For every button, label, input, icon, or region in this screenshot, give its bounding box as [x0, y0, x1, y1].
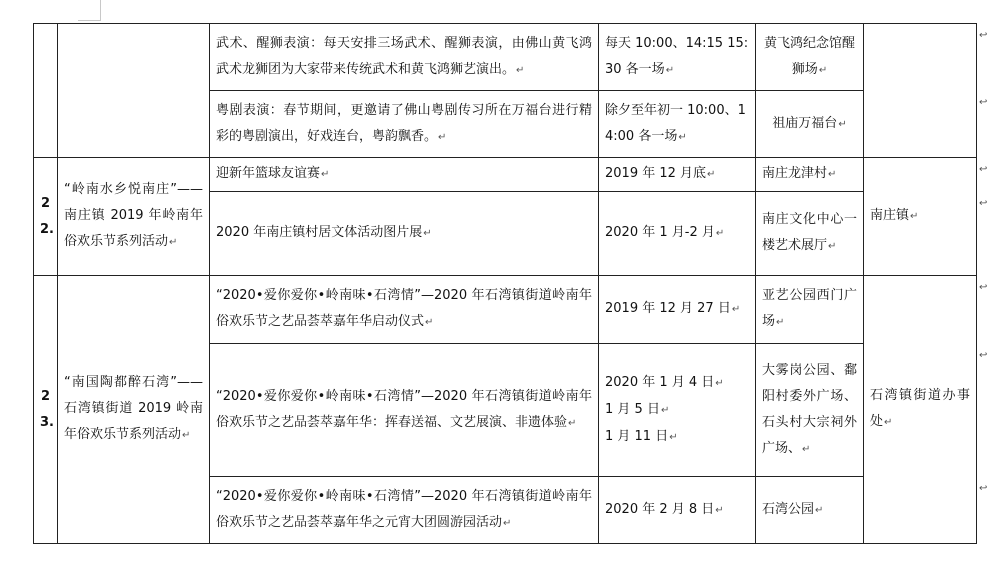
- time-cell: 2019 年 12 月 27 日↵: [599, 276, 756, 344]
- time-cell: 2020 年 2 月 8 日↵: [599, 477, 756, 544]
- organizer-cell-empty: [864, 24, 977, 158]
- table-row: [34, 158, 977, 192]
- time-cell: 2020 年 1 月 4 日↵ 1 月 5 日↵ 1 月 11 日↵: [599, 344, 756, 477]
- table-row: [34, 24, 977, 91]
- row-end-mark: ↩: [979, 483, 988, 494]
- time-cell: 除夕至年初一 10:00、14:00 各一场↵: [599, 91, 756, 158]
- row-end-mark: ↩: [979, 97, 988, 108]
- content-cell: 粤剧表演：春节期间，更邀请了佛山粤剧传习所在万福台进行精彩的粤剧演出，好戏连台，粤韵飘香。↵: [210, 91, 599, 158]
- venue-cell: 祖庙万福台↵: [756, 91, 864, 158]
- venue-cell: 亚艺公园西门广场↵: [756, 276, 864, 344]
- venue-cell: 南庄文化中心一楼艺术展厅↵: [756, 192, 864, 276]
- content-cell: 2020 年南庄镇村居文体活动图片展↵: [210, 192, 599, 276]
- name-cell-empty: [58, 24, 210, 158]
- row-number: 22.: [34, 158, 58, 276]
- content-cell: “2020•爱你爱你•岭南味•石湾情”—2020 年石湾镇街道岭南年俗欢乐节之艺品荟萃嘉年华之元宵大团圆游园活动↵: [210, 477, 599, 544]
- activity-name-cell: “岭南水乡悦南庄”——南庄镇 2019 年岭南年俗欢乐节系列活动↵: [58, 158, 210, 276]
- content-cell: 武术、醒狮表演：每天安排三场武术、醒狮表演，由佛山黄飞鸿武术龙狮团为大家带来传统武术和黄飞鸿狮艺演出。↵: [210, 24, 599, 91]
- row-end-mark: ↩: [979, 198, 988, 209]
- page-corner-mark: [78, 0, 101, 21]
- event-table: [33, 23, 977, 544]
- number-cell-empty: [34, 24, 58, 158]
- venue-cell: 南庄龙津村↵: [756, 158, 864, 192]
- row-end-mark: ↩: [979, 350, 988, 361]
- venue-cell: 石湾公园↵: [756, 477, 864, 544]
- time-cell: 每天 10:00、14:15 15:30 各一场↵: [599, 24, 756, 91]
- table-row: [34, 276, 977, 344]
- content-cell: 迎新年篮球友谊赛↵: [210, 158, 599, 192]
- content-cell: “2020•爱你爱你•岭南味•石湾情”—2020 年石湾镇街道岭南年俗欢乐节之艺品荟萃嘉年华：挥春送福、文艺展演、非遗体验↵: [210, 344, 599, 477]
- venue-cell: 大雾岗公园、鄱阳村委外广场、石头村大宗祠外广场、↵: [756, 344, 864, 477]
- organizer-cell: 南庄镇↵: [864, 158, 977, 276]
- row-number: 23.: [34, 276, 58, 544]
- venue-cell: 黄飞鸿纪念馆醒狮场↵: [756, 24, 864, 91]
- row-end-mark: ↩: [979, 30, 988, 41]
- content-cell: “2020•爱你爱你•岭南味•石湾情”—2020 年石湾镇街道岭南年俗欢乐节之艺品荟萃嘉年华启动仪式↵: [210, 276, 599, 344]
- activity-name-cell: “南国陶都醉石湾”——石湾镇街道 2019 岭南年俗欢乐节系列活动↵: [58, 276, 210, 544]
- row-end-mark: ↩: [979, 282, 988, 293]
- time-cell: 2020 年 1 月-2 月↵: [599, 192, 756, 276]
- time-cell: 2019 年 12 月底↵: [599, 158, 756, 192]
- organizer-cell: 石湾镇街道办事处↵: [864, 276, 977, 544]
- row-end-mark: ↩: [979, 164, 988, 175]
